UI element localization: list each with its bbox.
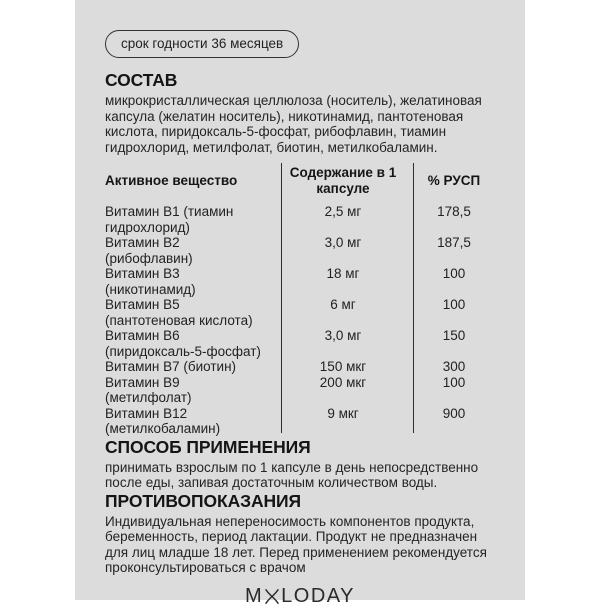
active-substance-cell: Витамин В6 (пиридоксаль-5-фосфат) [105,328,261,359]
amount-cell: 18 мг [326,266,360,281]
active-substance-cell: Витамин В5 (пантотеновая кислота) [105,297,253,328]
brand-logo [105,585,495,608]
active-substance-cell: Витамин В12 (метилкобаламин) [105,405,221,436]
shelf-life-text: срок годности 36 месяцев [121,36,284,51]
product-label [75,0,525,607]
table-row [105,406,495,437]
amount-cell: 9 мкг [327,405,359,421]
header-rusp-percent: % РУСП [427,172,481,188]
table-row [105,204,495,235]
table-row [105,266,495,297]
amount-cell: 3,0 мг [324,328,362,343]
header-amount-per-capsule: Содержание в 1 капсуле [289,165,397,196]
active-substance-cell: Витамин В1 (тиамин гидрохлорид) [105,204,234,235]
header-active-substance: Активное вещество [105,172,238,188]
rusp-cell: 187,5 [437,235,471,250]
contraindications-body: Индивидуальная непереносимость компонентов продукта, беременность, период лактации. Продукт не предназначен для лиц младше 18 лет. Перед применением рекомендуется проконсультироваться с врачом [105,513,487,575]
contraindications-title: ПРОТИВОПОКАЗАНИЯ [105,490,302,511]
rusp-cell: 100 [442,374,466,390]
table-row [105,359,495,375]
active-substance-cell: Витамин В7 (биотин) [105,359,237,374]
active-substance-cell: Витамин В9 (метилфолат) [105,374,192,405]
amount-cell: 3,0 мг [324,235,362,250]
rusp-cell: 900 [442,405,466,421]
rusp-cell: 100 [442,297,466,312]
active-substance-cell: Витамин В3 (никотинамид) [105,266,196,297]
table-row [105,235,495,266]
amount-cell: 200 мкг [319,374,367,390]
rusp-cell: 100 [442,266,466,281]
table-column-divider [413,163,414,433]
rusp-cell: 300 [442,359,466,374]
usage-body: принимать взрослым по 1 капсуле в день непосредственно после еды, запивая достаточным количеством воды. [105,459,479,490]
amount-cell: 6 мг [330,297,356,312]
table-body [105,204,495,437]
active-substance-cell: Витамин В2 (рибофлавин) [105,235,193,266]
table-row [105,297,495,328]
logo-suffix: LODAY [281,584,355,607]
nutrition-table [105,165,495,437]
logo-prefix: M [245,584,264,607]
table-column-divider [281,163,282,433]
shelf-life-badge [105,30,299,58]
stylized-o-icon [264,588,280,605]
amount-cell: 2,5 мг [324,204,362,219]
usage-title: СПОСОБ ПРИМЕНЕНИЯ [105,436,311,457]
rusp-cell: 178,5 [437,204,471,219]
table-row [105,375,495,406]
table-row [105,328,495,359]
amount-cell: 150 мкг [319,359,367,374]
table-header-row [105,165,495,196]
composition-body: микрокристаллическая целлюлоза (носитель), желатиновая капсула (желатин носитель), никотинамид, пантотеновая кислота, пиридоксаль-5-фосфат, рибофлавин, тиамин гидрохлорид, метилфолат, биотин, метилкобаламин. [105,93,482,155]
rusp-cell: 150 [442,328,466,343]
composition-title: СОСТАВ [105,70,178,90]
